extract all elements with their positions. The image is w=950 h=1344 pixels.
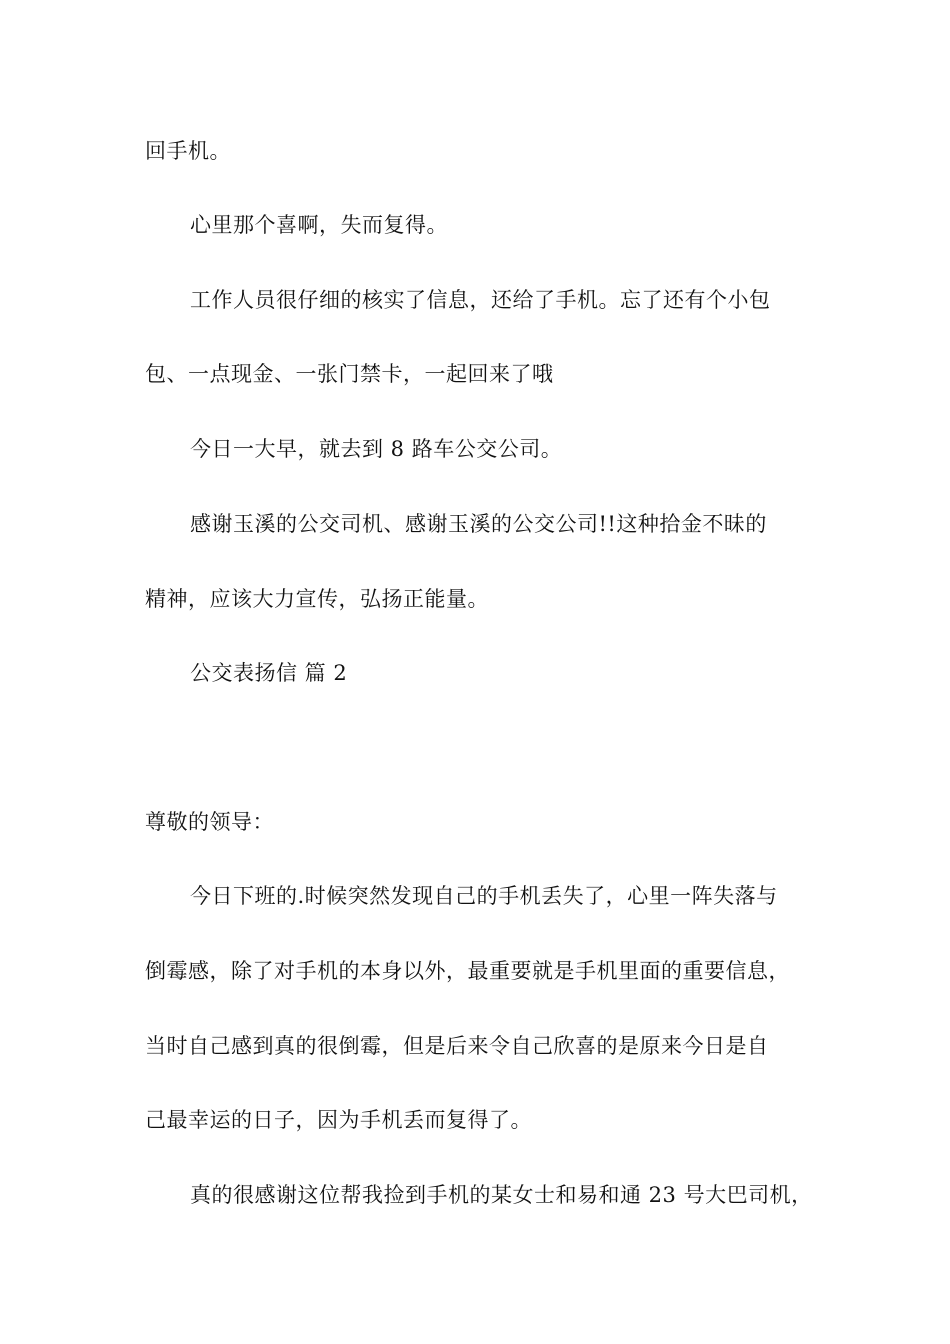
paragraph-continuation: 己最幸运的日子，因为手机丢而复得了。 — [145, 1108, 532, 1132]
paragraph: 心里那个喜啊，失而复得。 — [190, 213, 448, 237]
salutation: 尊敬的领导： — [145, 810, 274, 834]
paragraph-continuation: 回手机。 — [145, 139, 231, 163]
section-heading: 公交表扬信 篇 2 — [190, 661, 348, 685]
paragraph: 今日下班的.时候突然发现自己的手机丢失了，心里一阵失落与 — [190, 884, 778, 908]
paragraph-continuation: 包、一点现金、一张门禁卡，一起回来了哦 — [145, 362, 554, 386]
paragraph: 真的很感谢这位帮我捡到手机的某女士和易和通 23 号大巴司机， — [190, 1183, 813, 1207]
paragraph-continuation: 当时自己感到真的很倒霉，但是后来令自己欣喜的是原来今日是自 — [145, 1034, 769, 1058]
paragraph-continuation: 倒霉感，除了对手机的本身以外，最重要就是手机里面的重要信息， — [145, 959, 790, 983]
paragraph: 工作人员很仔细的核实了信息，还给了手机。忘了还有个小包 — [190, 288, 771, 312]
paragraph: 今日一大早，就去到 8 路车公交公司。 — [190, 437, 563, 461]
paragraph: 感谢玉溪的公交司机、感谢玉溪的公交公司!!这种拾金不昧的 — [190, 512, 767, 536]
paragraph-continuation: 精神，应该大力宣传，弘扬正能量。 — [145, 587, 489, 611]
